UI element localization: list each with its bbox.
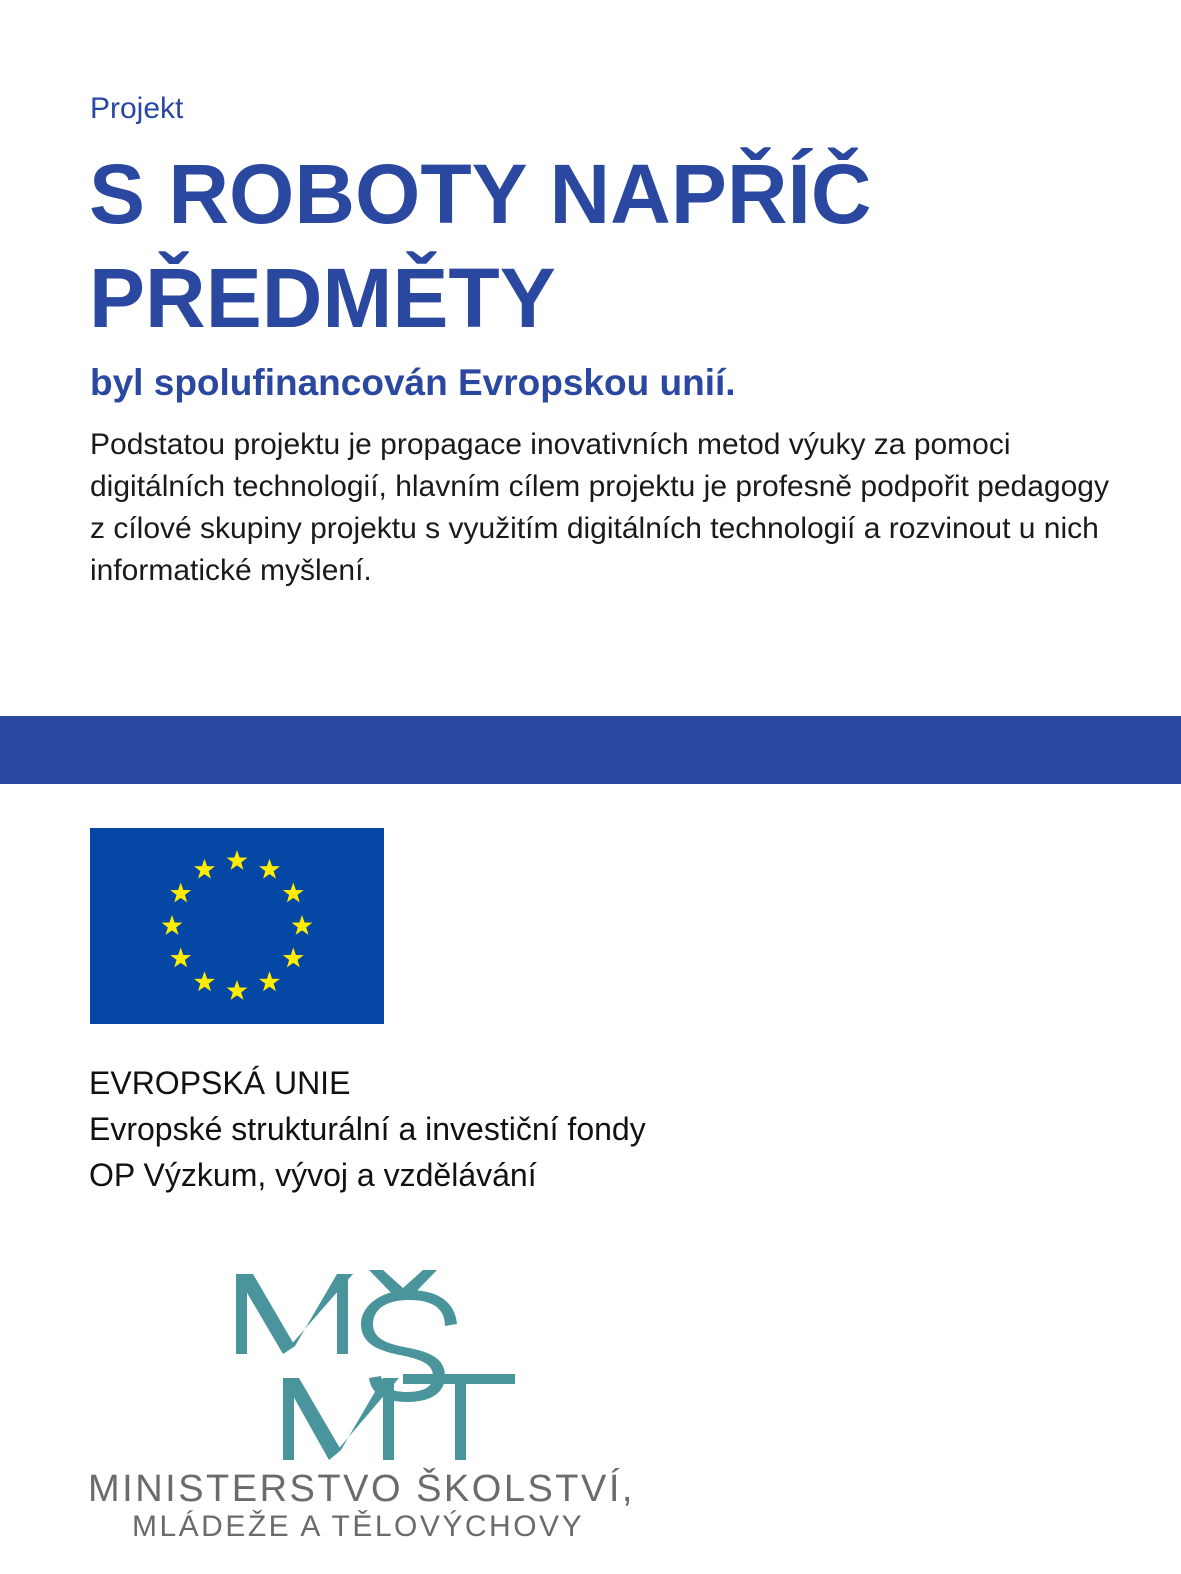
divider-band: [0, 716, 1181, 784]
msmt-logo: [233, 1266, 519, 1460]
ministry-name-line1: MINISTERSTVO ŠKOLSTVÍ,: [88, 1468, 635, 1510]
eu-programme: OP Výzkum, vývoj a vzdělávání: [89, 1157, 537, 1193]
eu-funds: Evropské strukturální a investiční fondy: [89, 1111, 646, 1147]
eu-name: EVROPSKÁ UNIE: [89, 1065, 351, 1101]
eu-flag-icon: [90, 828, 384, 1024]
ministry-name-line2: MLÁDEŽE A TĚLOVÝCHOVY: [132, 1510, 585, 1543]
project-title: S ROBOTY NAPŘÍČ PŘEDMĚTY: [89, 147, 872, 345]
eu-funding-text: [89, 1060, 646, 1198]
project-label: Projekt: [90, 92, 184, 125]
project-subtitle: byl spolufinancován Evropskou unií.: [90, 362, 736, 403]
project-description: Podstatou projektu je propagace inovativních metod výuky za pomoci digitálních technologií, hlavním cílem projektu je profesně podpořit pedagogy z cílové skupiny projektu s využitím digitálních technologií a rozvinout u nich informatické myšlení.: [90, 428, 1109, 587]
